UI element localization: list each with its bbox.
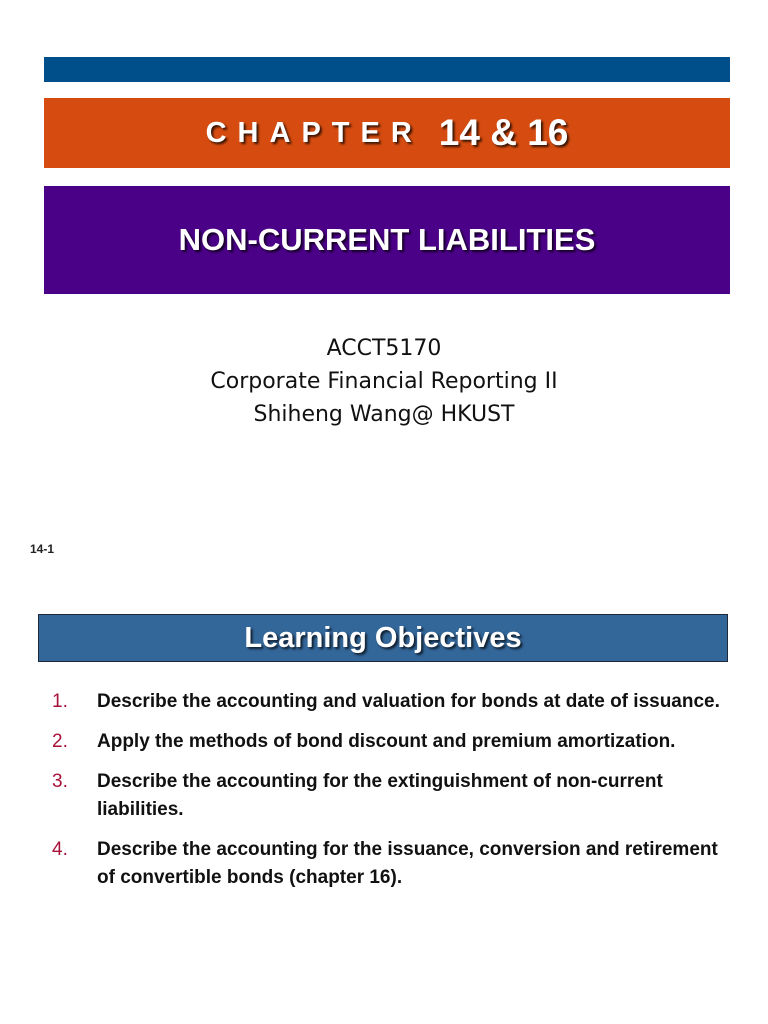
objective-item (52, 688, 732, 716)
title-banner (44, 186, 730, 294)
slide-title: NON-CURRENT LIABILITIES (178, 222, 596, 257)
course-info (0, 332, 768, 431)
chapter-banner (44, 98, 730, 168)
course-code: ACCT5170 (326, 336, 442, 361)
objective-number: 1. (52, 691, 68, 712)
objectives-heading: Learning Objectives (244, 621, 522, 654)
slide-number: 14-1 (30, 542, 55, 556)
objective-text: Describe the accounting for the issuance, conversion and retirement of convertible bonds (chapter 16). (97, 839, 718, 888)
chapter-label: CHAPTER (205, 116, 423, 149)
top-accent-bar (44, 57, 730, 82)
objectives-header (38, 614, 728, 662)
objective-text: Describe the accounting and valuation for bonds at date of issuance. (97, 691, 720, 712)
course-name: Corporate Financial Reporting II (210, 369, 558, 394)
course-instructor: Shiheng Wang@ HKUST (253, 402, 515, 427)
objective-number: 3. (52, 771, 68, 792)
objective-item (52, 728, 732, 756)
chapter-numbers: 14 & 16 (438, 112, 569, 153)
objective-item (52, 768, 732, 824)
objective-text: Apply the methods of bond discount and premium amortization. (97, 731, 676, 752)
objective-number: 4. (52, 839, 68, 860)
objective-item (52, 836, 732, 892)
objectives-list (52, 688, 732, 904)
objective-text: Describe the accounting for the extinguishment of non-current liabilities. (97, 771, 663, 820)
objective-number: 2. (52, 731, 68, 752)
